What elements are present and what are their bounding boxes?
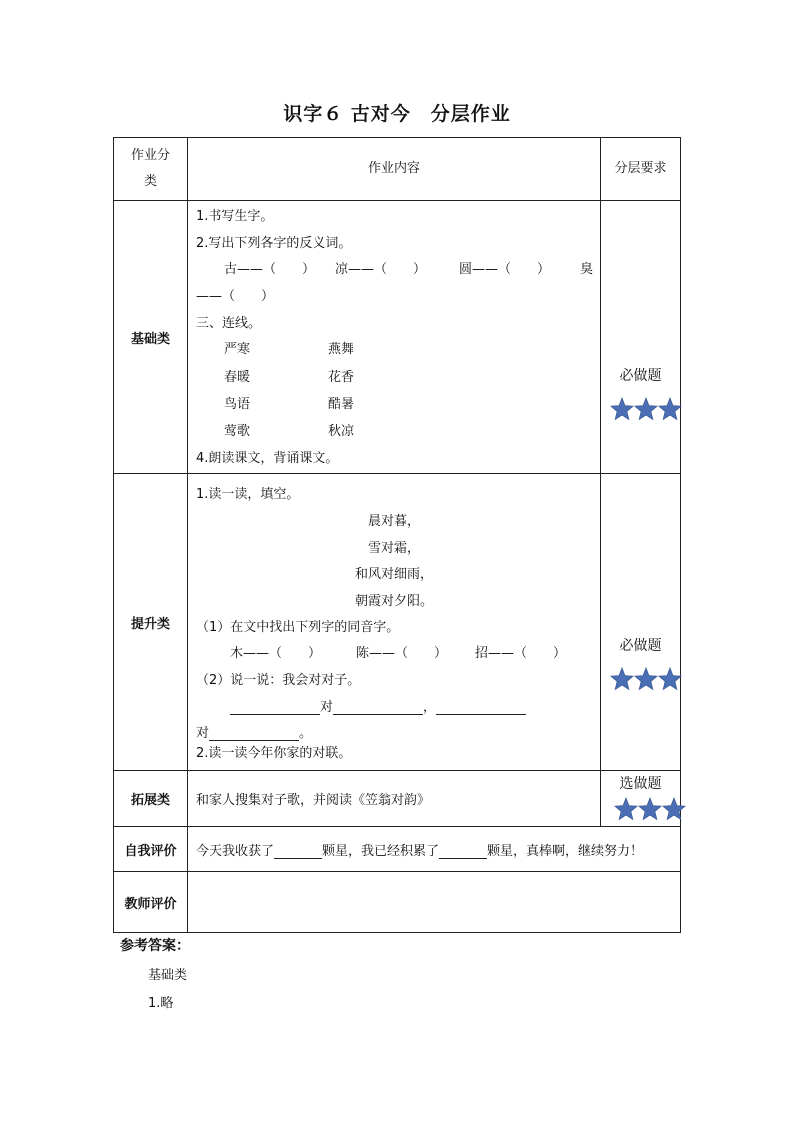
couplet-line-2 <box>196 722 312 741</box>
couplet-blank-2[interactable] <box>333 702 423 715</box>
row-advanced <box>114 474 681 771</box>
advanced-line-2: 2.读一读今年你家的对联。 <box>196 746 352 761</box>
pair-right-3: 酷暑 <box>328 397 355 412</box>
poem-line-3: 和风对细雨， <box>354 567 433 582</box>
teacher-eval-content[interactable] <box>188 872 681 933</box>
basic-content <box>188 201 601 474</box>
basic-line-4: 4.朗读课文，背诵课文。 <box>196 451 339 466</box>
self-eval-part-1: 今天我收获了 <box>196 843 275 859</box>
category-extension: 拓展类 <box>114 771 188 827</box>
category-advanced: 提升类 <box>114 474 188 771</box>
self-eval-part-2: 颗星，我已经积累了 <box>322 843 440 859</box>
answers-heading: 参考答案： <box>120 938 190 954</box>
star-icon <box>610 397 634 421</box>
star-icon <box>634 667 658 691</box>
pair-left-2: 春暖 <box>224 370 251 385</box>
header-category <box>114 138 188 201</box>
star-icon <box>662 797 686 821</box>
header-category-line2: 类 <box>143 174 157 189</box>
self-eval-blank-1[interactable] <box>274 846 322 859</box>
homophone-zhao: 招——（ ） <box>475 646 567 661</box>
answers-item-1: 1.略 <box>148 996 174 1011</box>
basic-requirement <box>601 201 681 474</box>
category-teacher-eval: 教师评价 <box>114 872 188 933</box>
extension-text: 和家人搜集对子歌，并阅读《笠翁对韵》 <box>196 793 431 808</box>
advanced-content <box>188 474 601 771</box>
row-self-eval <box>114 827 681 872</box>
couplet-blank-4[interactable] <box>209 728 299 741</box>
star-icon <box>658 397 682 421</box>
row-extension <box>114 771 681 827</box>
pair-right-4: 秋凉 <box>328 424 355 439</box>
self-eval-blank-2[interactable] <box>439 846 487 859</box>
homework-table <box>113 137 681 933</box>
antonym-chou-blank: ——（ ） <box>196 289 275 304</box>
self-eval-text <box>188 840 680 859</box>
extension-content <box>188 771 601 827</box>
extension-requirement-label: 选做题 <box>619 776 662 792</box>
couplet-comma: ， <box>423 700 437 715</box>
antonym-yuan: 圆——（ ） <box>459 262 551 277</box>
pair-left-4: 莺歌 <box>224 424 251 439</box>
couplet-blank-3[interactable] <box>436 702 526 715</box>
basic-line-2: 2.写出下列各字的反义词。 <box>196 236 352 251</box>
advanced-question-1: （1）在文中找出下列字的同音字。 <box>196 620 400 635</box>
category-self-eval: 自我评价 <box>114 827 188 872</box>
pair-right-2: 花香 <box>328 370 355 385</box>
star-icon <box>634 397 658 421</box>
self-eval-part-3: 颗星，真棒啊，继续努力！ <box>487 843 644 859</box>
extension-requirement <box>601 771 681 827</box>
advanced-line-1: 1.读一读，填空。 <box>196 487 300 502</box>
table-header-row <box>114 138 681 201</box>
star-icon <box>614 797 638 821</box>
advanced-requirement <box>601 474 681 771</box>
homophone-mu: 木——（ ） <box>230 646 322 661</box>
basic-line-3: 三、连线。 <box>196 316 262 331</box>
homophone-chen: 陈——（ ） <box>356 646 448 661</box>
row-teacher-eval <box>114 872 681 933</box>
answers-section: 基础类 <box>148 968 188 983</box>
poem-line-4: 朝霞对夕阳。 <box>354 594 433 609</box>
basic-line-1: 1.书写生字。 <box>196 209 274 224</box>
couplet-dui-1: 对 <box>320 700 334 715</box>
page-title: 识字６ 古对今 分层作业 <box>283 103 511 125</box>
poem-line-2: 雪对霜， <box>367 541 420 556</box>
antonym-liang: 凉——（ ） <box>335 262 427 277</box>
couplet-blank-1[interactable] <box>230 702 320 715</box>
extension-stars <box>614 797 686 825</box>
antonym-chou: 臭 <box>580 262 594 277</box>
header-content: 作业内容 <box>188 138 601 201</box>
basic-requirement-label: 必做题 <box>619 368 662 384</box>
star-icon <box>610 667 634 691</box>
star-icon <box>658 667 682 691</box>
basic-stars <box>610 397 682 425</box>
row-basic <box>114 201 681 474</box>
pair-right-1: 燕舞 <box>328 342 355 357</box>
couplet-period: 。 <box>299 726 313 741</box>
couplet-dui-2: 对 <box>196 726 210 741</box>
couplet-line <box>230 696 526 715</box>
advanced-requirement-label: 必做题 <box>619 638 662 654</box>
poem-line-1: 晨对暮， <box>367 514 420 529</box>
star-icon <box>638 797 662 821</box>
pair-left-3: 鸟语 <box>224 397 251 412</box>
header-requirement: 分层要求 <box>601 138 681 201</box>
advanced-question-2: （2）说一说：我会对对子。 <box>196 673 361 688</box>
pair-left-1: 严寒 <box>224 342 251 357</box>
antonym-gu: 古——（ ） <box>224 262 316 277</box>
advanced-stars <box>610 667 682 695</box>
header-category-line1: 作业分 <box>130 148 170 163</box>
self-eval-content <box>188 827 681 872</box>
category-basic: 基础类 <box>114 201 188 474</box>
